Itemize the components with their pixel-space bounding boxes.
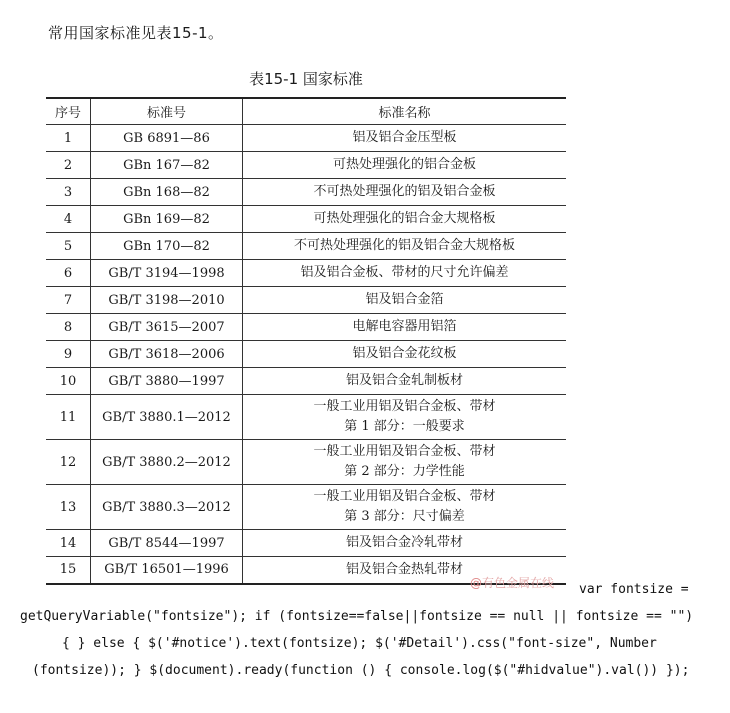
- standards-table: [46, 97, 566, 585]
- standard-code: GB/T 3880.1—2012: [91, 395, 243, 440]
- table-row: [46, 530, 566, 557]
- standard-name: [243, 233, 567, 260]
- row-number: 6: [46, 260, 91, 287]
- standard-code: GBn 170—82: [91, 233, 243, 260]
- standard-name-line: 第 1 部分：一般要求: [344, 419, 465, 434]
- table-row: [46, 440, 566, 485]
- standard-name-line: 铝及铝合金花纹板: [352, 346, 457, 361]
- standard-name: [243, 206, 567, 233]
- intro-text: 常用国家标准见表15-1。: [48, 24, 224, 42]
- standard-name: [243, 485, 567, 530]
- standard-name-line: 第 2 部分：力学性能: [344, 464, 465, 479]
- row-number: 11: [46, 395, 91, 440]
- row-number: 4: [46, 206, 91, 233]
- standard-code: GB/T 8544—1997: [91, 530, 243, 557]
- row-number: 2: [46, 152, 91, 179]
- table-row: [46, 314, 566, 341]
- standard-name-line: 可热处理强化的铝合金大规格板: [313, 211, 496, 226]
- code-line: (fontsize)); } $(document).ready(function () { console.log($("#hidvalue").val()) });: [32, 663, 690, 678]
- standard-name-line: 铝及铝合金压型板: [352, 130, 457, 145]
- row-number: 8: [46, 314, 91, 341]
- row-number: 9: [46, 341, 91, 368]
- table-caption: 表15-1 国家标准: [249, 70, 363, 88]
- standard-code: GB/T 3618—2006: [91, 341, 243, 368]
- row-number: 3: [46, 179, 91, 206]
- standard-name-line: 铝及铝合金热轧带材: [345, 561, 463, 577]
- standard-code: GBn 168—82: [91, 179, 243, 206]
- standard-code: GB/T 3880—1997: [91, 368, 243, 395]
- row-number: 10: [46, 368, 91, 395]
- standard-name: [243, 395, 567, 440]
- standard-name-line: 可热处理强化的铝合金板: [332, 157, 476, 172]
- table-body: [46, 125, 566, 584]
- table-row: [46, 233, 566, 260]
- row-number: 1: [46, 125, 91, 152]
- watermark-at-symbol: @: [470, 576, 482, 590]
- row-number: 12: [46, 440, 91, 485]
- standard-name: [243, 341, 567, 368]
- standard-name: [243, 260, 567, 287]
- code-line: var fontsize =: [579, 582, 689, 597]
- row-number: 5: [46, 233, 91, 260]
- standard-name-line: 铝及铝合金板、带材的尺寸允许偏差: [300, 265, 509, 280]
- standard-name-line: 铝及铝合金轧制板材: [345, 373, 463, 388]
- row-number: 13: [46, 485, 91, 530]
- standard-code: GB/T 3615—2007: [91, 314, 243, 341]
- script-code-text: [0, 576, 730, 684]
- watermark-text: 有色金属在线: [482, 576, 555, 590]
- table-row: [46, 260, 566, 287]
- standard-name-line: 电解电容器用铝箔: [352, 319, 457, 334]
- table-row: [46, 341, 566, 368]
- standard-name-line: 一般工业用铝及铝合金板、带材: [313, 444, 496, 459]
- table-row: [46, 179, 566, 206]
- table-row: [46, 368, 566, 395]
- standard-name-line: 不可热处理强化的铝及铝合金大规格板: [293, 238, 515, 253]
- standard-name: [243, 287, 567, 314]
- table-row: [46, 125, 566, 152]
- standard-name: [243, 440, 567, 485]
- header-no: 序号: [46, 98, 91, 125]
- standard-name: [243, 530, 567, 557]
- standard-code: GB 6891—86: [91, 125, 243, 152]
- standard-name-line: 第 3 部分：尺寸偏差: [344, 509, 465, 524]
- row-number: 7: [46, 287, 91, 314]
- row-number: 14: [46, 530, 91, 557]
- standard-code: GB/T 16501—1996: [91, 557, 243, 584]
- standard-name: [243, 368, 567, 395]
- table-row: [46, 152, 566, 179]
- standard-name: [243, 314, 567, 341]
- standard-name-line: 一般工业用铝及铝合金板、带材: [313, 489, 496, 504]
- standard-name-line: 铝及铝合金冷轧带材: [345, 535, 463, 550]
- table-row: [46, 485, 566, 530]
- code-line: { } else { $('#notice').text(fontsize); $('#Detail').css("font-size", Number: [62, 636, 657, 651]
- standard-name-line: 不可热处理强化的铝及铝合金板: [313, 184, 496, 199]
- standard-name: [243, 125, 567, 152]
- standard-code: GB/T 3198—2010: [91, 287, 243, 314]
- table-header-row: [46, 98, 566, 125]
- standard-name-line: 一般工业用铝及铝合金板、带材: [313, 399, 496, 414]
- standard-code: GB/T 3880.2—2012: [91, 440, 243, 485]
- standard-name: [243, 152, 567, 179]
- standard-code: GBn 169—82: [91, 206, 243, 233]
- table-row: [46, 206, 566, 233]
- row-number: 15: [46, 557, 91, 584]
- header-name: 标准名称: [243, 98, 567, 125]
- standard-code: GB/T 3880.3—2012: [91, 485, 243, 530]
- header-code: 标准号: [91, 98, 243, 125]
- standard-code: GB/T 3194—1998: [91, 260, 243, 287]
- standard-name: [243, 179, 567, 206]
- standard-name-line: 铝及铝合金箔: [365, 292, 444, 307]
- table-row: [46, 287, 566, 314]
- standard-code: GBn 167—82: [91, 152, 243, 179]
- table-row: [46, 395, 566, 440]
- code-line: getQueryVariable("fontsize"); if (fontsize==false||fontsize == null || fontsize == ""): [20, 609, 694, 624]
